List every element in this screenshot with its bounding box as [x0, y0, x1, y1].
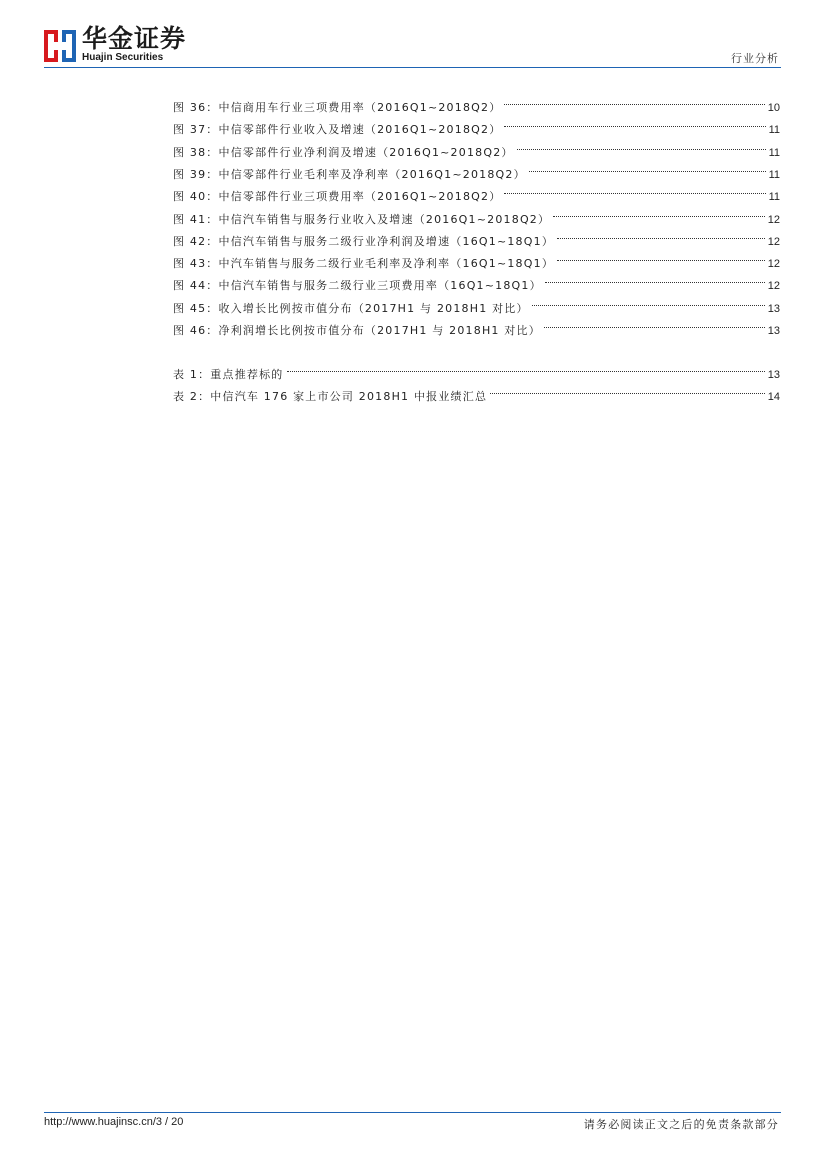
figure-toc-entry[interactable]: [173, 290, 780, 315]
huajin-logo-icon: [44, 30, 76, 62]
figure-toc-label: 图 44：中信汽车销售与服务二级行业三项费用率（16Q1~18Q1）: [173, 279, 542, 293]
toc-dot-leader: [553, 201, 765, 223]
figure-toc-label: 图 46：净利润增长比例按市值分布（2017H1 与 2018H1 对比）: [173, 324, 541, 337]
figure-toc-entry[interactable]: [173, 111, 780, 137]
figure-toc-label: 图 37：中信零部件行业收入及增速（2016Q1~2018Q2）: [173, 123, 502, 137]
figure-toc-label: 图 42：中信汽车销售与服务二级行业净利润及增速（16Q1~18Q1）: [173, 234, 555, 248]
figure-toc-entry[interactable]: [173, 223, 780, 248]
table-toc-page-number: 14: [767, 391, 780, 404]
toc-dot-leader: [504, 89, 764, 111]
figure-toc-page-number: 12: [767, 235, 780, 248]
header-divider: [44, 67, 781, 68]
figure-toc-entry[interactable]: [173, 134, 780, 159]
page-header: [0, 0, 827, 72]
figure-toc-label: 图 45：收入增长比例按市值分布（2017H1 与 2018H1 对比）: [173, 301, 529, 315]
footer-url-page[interactable]: http://www.huajinsc.cn/3 / 20: [44, 1116, 184, 1128]
figure-toc-page-number: 12: [767, 258, 780, 271]
logo-english-name: Huajin Securities: [82, 52, 164, 63]
figure-toc-entry[interactable]: [173, 89, 780, 114]
figure-toc-page-number: 12: [767, 280, 780, 293]
table-toc-label: 表 2：中信汽车 176 家上市公司 2018H1 中报业绩汇总: [173, 390, 488, 404]
logo-chinese-name: 华金证券: [82, 24, 187, 53]
figure-toc-page-number: 11: [768, 191, 780, 204]
figure-toc-entry[interactable]: [173, 245, 780, 271]
toc-dot-leader: [544, 312, 765, 334]
toc-dot-leader: [557, 245, 765, 267]
figure-toc-entry[interactable]: [173, 312, 780, 337]
figure-toc-page-number: 13: [767, 325, 780, 337]
figure-toc-label: 图 43：中汽车销售与服务二级行业毛利率及净利率（16Q1~18Q1）: [173, 257, 555, 271]
toc-dot-leader: [490, 378, 765, 400]
figure-toc-page-number: 10: [767, 102, 780, 114]
figure-toc-label: 图 40：中信零部件行业三项费用率（2016Q1~2018Q2）: [173, 190, 502, 204]
footer-divider: [44, 1112, 781, 1113]
toc-dot-leader: [545, 267, 765, 289]
figure-toc-label: 图 39：中信零部件行业毛利率及净利率（2016Q1~2018Q2）: [173, 167, 526, 181]
figure-toc-label: 图 36：中信商用车行业三项费用率（2016Q1~2018Q2）: [173, 101, 502, 114]
figure-toc-page-number: 12: [767, 213, 780, 226]
table-toc-label: 表 1：重点推荐标的: [173, 368, 284, 381]
toc-dot-leader: [504, 111, 765, 133]
figure-toc-entry[interactable]: [173, 156, 780, 181]
toc-dot-leader: [557, 223, 765, 245]
toc-dot-leader: [532, 290, 765, 312]
figure-toc-page-number: 11: [768, 124, 780, 137]
figure-toc-page-number: 13: [767, 302, 780, 315]
toc-dot-leader: [517, 134, 766, 156]
footer-disclaimer: 请务必阅读正文之后的免责条款部分: [583, 1118, 779, 1131]
table-toc-entry[interactable]: [173, 378, 780, 404]
toc-dot-leader: [529, 156, 766, 178]
toc-dot-leader: [287, 356, 765, 378]
figure-toc-page-number: 11: [768, 146, 780, 159]
figure-toc-label: 图 41：中信汽车销售与服务行业收入及增速（2016Q1~2018Q2）: [173, 212, 551, 226]
figure-toc-page-number: 11: [768, 168, 780, 181]
figure-toc-label: 图 38：中信零部件行业净利润及增速（2016Q1~2018Q2）: [173, 145, 514, 159]
table-toc-entry[interactable]: [173, 356, 780, 381]
figure-toc-entry[interactable]: [173, 178, 780, 204]
report-category: 行业分析: [731, 52, 779, 65]
figure-toc-entry[interactable]: [173, 201, 780, 226]
figure-toc-entry[interactable]: [173, 267, 780, 293]
table-toc-page-number: 13: [767, 369, 780, 381]
toc-dot-leader: [504, 178, 765, 200]
